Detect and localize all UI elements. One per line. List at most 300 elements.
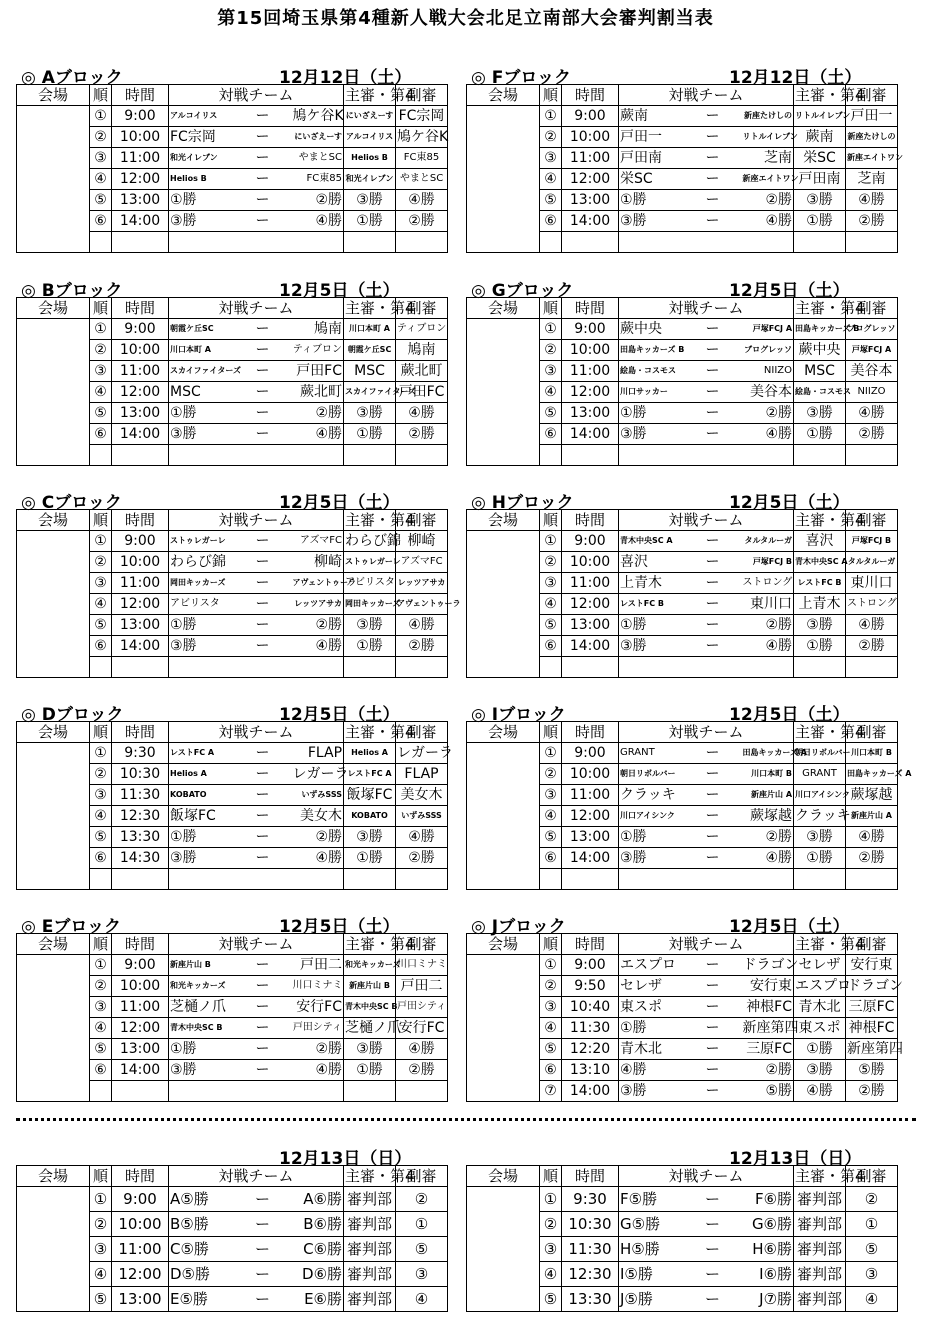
venue-cell [17, 764, 90, 785]
away-team: 川口本町 B [742, 764, 794, 785]
away-team: いずみSSS [292, 785, 344, 806]
time-cell: 14:00 [112, 424, 169, 445]
away-team: ④勝 [292, 424, 344, 445]
vs-dash [234, 657, 292, 678]
assistant-cell: 鳩ケ谷K [396, 127, 448, 148]
venue-cell [467, 169, 540, 190]
time-cell: 12:00 [112, 382, 169, 403]
home-team: エスプロ [619, 955, 684, 976]
vs-dash: ー [684, 1060, 742, 1081]
assistant-cell: 安行FC [396, 1018, 448, 1039]
home-team: ③勝 [169, 211, 234, 232]
vs-dash: ー [684, 1187, 742, 1212]
away-team: 新座たけしの [742, 106, 794, 127]
time-cell: 14:30 [112, 848, 169, 869]
venue-cell [17, 1262, 90, 1287]
vs-dash: ー [684, 169, 742, 190]
header-venue: 会場 [467, 934, 540, 955]
vs-dash: ー [684, 615, 742, 636]
away-team: 戸田FC [292, 361, 344, 382]
venue-cell [467, 573, 540, 594]
home-team: MSC [169, 382, 234, 403]
match-row [467, 594, 898, 615]
vs-dash: ー [684, 1212, 742, 1237]
vs-dash: ー [684, 955, 742, 976]
vs-dash: ー [684, 148, 742, 169]
assistant-cell: アヴェントゥーラ [396, 594, 448, 615]
header-time: 時間 [112, 298, 169, 319]
home-team: ①勝 [169, 827, 234, 848]
match-row [467, 848, 898, 869]
referee-cell: MSC [794, 361, 846, 382]
referee-cell: 審判部 [344, 1187, 396, 1212]
away-team: 安行FC [292, 997, 344, 1018]
referee-cell: ③勝 [794, 827, 846, 848]
venue-cell [17, 340, 90, 361]
order-cell: ③ [90, 997, 112, 1018]
referee-cell: ①勝 [794, 636, 846, 657]
time-cell: 13:00 [112, 1287, 169, 1312]
match-row [17, 190, 448, 211]
time-cell: 12:00 [562, 169, 619, 190]
vs-dash: ー [234, 848, 292, 869]
order-cell: ⑤ [540, 1039, 562, 1060]
vs-dash: ー [684, 1237, 742, 1262]
venue-cell [17, 976, 90, 997]
header-time: 時間 [562, 298, 619, 319]
venue-cell [467, 127, 540, 148]
match-row [17, 1287, 448, 1312]
venue-cell [467, 1060, 540, 1081]
match-row [467, 1187, 898, 1212]
header-match: 対戦チーム [619, 510, 794, 531]
time-cell: 14:00 [562, 848, 619, 869]
venue-cell [17, 1237, 90, 1262]
assistant-cell: ② [396, 1187, 448, 1212]
away-team: ②勝 [292, 1039, 344, 1060]
vs-dash: ー [684, 848, 742, 869]
away-team: ドラゴン [742, 955, 794, 976]
vs-dash: ー [234, 361, 292, 382]
away-team: リトルイレブン [742, 127, 794, 148]
header-time: 時間 [562, 85, 619, 106]
home-team: セレザ [619, 976, 684, 997]
away-team [742, 869, 794, 890]
venue-cell [467, 1039, 540, 1060]
order-cell: ② [540, 552, 562, 573]
venue-cell [17, 403, 90, 424]
block-a [16, 62, 468, 253]
referee-cell: KOBATO [344, 806, 396, 827]
assistant-cell: 東川口 [846, 573, 898, 594]
match-row [17, 1187, 448, 1212]
venue-cell [17, 1287, 90, 1312]
time-cell [562, 657, 619, 678]
order-cell: ⑤ [540, 1287, 562, 1312]
assistant-cell: 田島キッカーズ A [846, 764, 898, 785]
vs-dash: ー [684, 785, 742, 806]
home-team: ③勝 [169, 636, 234, 657]
time-cell: 13:00 [562, 403, 619, 424]
block-date: 12月5日（土） [729, 705, 850, 725]
header-assistant: 副審 [396, 85, 448, 106]
schedule-table [16, 297, 448, 466]
assistant-cell: ③ [846, 1262, 898, 1287]
header-time: 時間 [562, 722, 619, 743]
venue-cell [467, 1212, 540, 1237]
referee-cell: 青木中央SC B [344, 997, 396, 1018]
assistant-cell: ④勝 [396, 190, 448, 211]
header-match: 対戦チーム [619, 85, 794, 106]
away-team: レッツアサカ [292, 594, 344, 615]
away-team: ④勝 [292, 636, 344, 657]
home-team: F⑤勝 [619, 1187, 684, 1212]
vs-dash: ー [234, 148, 292, 169]
match-row [17, 869, 448, 890]
match-row [17, 382, 448, 403]
vs-dash: ー [684, 211, 742, 232]
away-team: やまとSC [292, 148, 344, 169]
match-row [467, 827, 898, 848]
referee-cell [344, 657, 396, 678]
assistant-cell: ① [396, 1212, 448, 1237]
assistant-cell: 新座たけしの [846, 127, 898, 148]
away-team: C⑥勝 [292, 1237, 344, 1262]
vs-dash: ー [234, 764, 292, 785]
header-assistant: 副審 [396, 934, 448, 955]
venue-cell [17, 1081, 90, 1102]
time-cell [112, 445, 169, 466]
home-team: ①勝 [619, 827, 684, 848]
order-cell: ⑤ [90, 190, 112, 211]
assistant-cell: 三原FC [846, 997, 898, 1018]
away-team: 三原FC [742, 1039, 794, 1060]
assistant-cell: FLAP [396, 764, 448, 785]
order-cell: ① [90, 319, 112, 340]
order-cell: ② [90, 1212, 112, 1237]
match-row [467, 169, 898, 190]
time-cell: 14:00 [112, 636, 169, 657]
time-cell: 13:00 [562, 615, 619, 636]
venue-cell [17, 361, 90, 382]
time-cell [112, 869, 169, 890]
venue-cell [17, 445, 90, 466]
referee-cell: 川口本町 A [344, 319, 396, 340]
away-team: ④勝 [742, 211, 794, 232]
home-team: ①勝 [619, 403, 684, 424]
referee-cell: レストFC B [794, 573, 846, 594]
home-team: 蕨南 [619, 106, 684, 127]
block-name: ◎ Aブロック [21, 68, 123, 88]
venue-cell [17, 552, 90, 573]
away-team: にいざえーす [292, 127, 344, 148]
home-team: ①勝 [169, 615, 234, 636]
venue-cell [467, 997, 540, 1018]
time-cell: 11:00 [112, 361, 169, 382]
vs-dash: ー [234, 636, 292, 657]
final-block-1 [16, 1143, 468, 1312]
match-row [17, 764, 448, 785]
home-team: 田島キッカーズ B [619, 340, 684, 361]
venue-cell [467, 785, 540, 806]
block-f [466, 62, 918, 253]
order-cell: ③ [90, 785, 112, 806]
block-date: 12月5日（土） [729, 917, 850, 937]
venue-cell [17, 106, 90, 127]
home-team: 青木中央SC A [619, 531, 684, 552]
away-team: 戸塚FCJ A [742, 319, 794, 340]
order-cell: ① [90, 106, 112, 127]
away-team: ④勝 [742, 636, 794, 657]
header-referee: 主審・第4 [345, 723, 415, 741]
order-cell: ④ [540, 1018, 562, 1039]
match-row [17, 340, 448, 361]
vs-dash: ー [234, 1018, 292, 1039]
header-referee: 主審・第4 [795, 1167, 865, 1185]
order-cell: ⑤ [540, 615, 562, 636]
venue-cell [467, 1287, 540, 1312]
match-row [17, 552, 448, 573]
order-cell: ④ [90, 1262, 112, 1287]
vs-dash: ー [684, 531, 742, 552]
assistant-cell: 戸田FC [396, 382, 448, 403]
assistant-cell [846, 657, 898, 678]
away-team: タルタルーガ [742, 531, 794, 552]
header-order: 順 [90, 1166, 112, 1187]
vs-dash: ー [684, 1039, 742, 1060]
match-row [17, 445, 448, 466]
assistant-cell: タルタルーガ [846, 552, 898, 573]
time-cell: 9:50 [562, 976, 619, 997]
assistant-cell [396, 657, 448, 678]
home-team: クラッキ [619, 785, 684, 806]
time-cell: 10:00 [562, 552, 619, 573]
time-cell: 12:00 [112, 1018, 169, 1039]
assistant-cell: ④勝 [846, 190, 898, 211]
header-venue: 会場 [17, 934, 90, 955]
time-cell: 11:00 [562, 361, 619, 382]
time-cell: 11:00 [112, 148, 169, 169]
block-name: ◎ Jブロック [471, 917, 566, 937]
referee-cell: アビリスタ [344, 573, 396, 594]
vs-dash: ー [234, 1212, 292, 1237]
assistant-cell: ②勝 [846, 211, 898, 232]
assistant-cell: ⑤勝 [846, 1060, 898, 1081]
vs-dash: ー [234, 319, 292, 340]
header-time: 時間 [562, 510, 619, 531]
assistant-cell: ②勝 [846, 1081, 898, 1102]
home-team [169, 657, 234, 678]
match-row [467, 127, 898, 148]
referee-cell: ④勝 [794, 1081, 846, 1102]
venue-cell [17, 573, 90, 594]
header-venue: 会場 [17, 85, 90, 106]
order-cell: ④ [540, 594, 562, 615]
referee-cell: ストゥレガーレ [344, 552, 396, 573]
venue-cell [467, 1081, 540, 1102]
vs-dash: ー [234, 997, 292, 1018]
home-team: ①勝 [619, 1018, 684, 1039]
order-cell [540, 445, 562, 466]
vs-dash [234, 869, 292, 890]
away-team: 新座第四 [742, 1018, 794, 1039]
block-date: 12月12日（土） [729, 68, 862, 88]
venue-cell [467, 806, 540, 827]
header-time: 時間 [562, 934, 619, 955]
order-cell: ④ [90, 382, 112, 403]
header-order: 順 [540, 85, 562, 106]
away-team: 神根FC [742, 997, 794, 1018]
assistant-cell: ティブロン [396, 319, 448, 340]
order-cell: ④ [540, 806, 562, 827]
match-row [467, 382, 898, 403]
match-row [17, 403, 448, 424]
vs-dash: ー [234, 190, 292, 211]
header-order: 順 [90, 510, 112, 531]
order-cell: ④ [90, 169, 112, 190]
match-row [17, 319, 448, 340]
venue-cell [467, 827, 540, 848]
venue-cell [467, 361, 540, 382]
block-date: 12月5日（土） [729, 281, 850, 301]
match-row [467, 1081, 898, 1102]
away-team [742, 657, 794, 678]
home-team: ①勝 [619, 615, 684, 636]
venue-cell [17, 1039, 90, 1060]
away-team: 柳崎 [292, 552, 344, 573]
time-cell: 11:00 [562, 573, 619, 594]
assistant-cell: レガーラ [396, 743, 448, 764]
home-team: 川口本町 A [169, 340, 234, 361]
home-team: アルコイリス [169, 106, 234, 127]
vs-dash: ー [234, 403, 292, 424]
referee-cell: 審判部 [794, 1187, 846, 1212]
header-venue: 会場 [467, 298, 540, 319]
referee-cell: ③勝 [344, 190, 396, 211]
order-cell: ② [540, 340, 562, 361]
order-cell: ① [90, 955, 112, 976]
order-cell: ⑥ [540, 424, 562, 445]
schedule-table [466, 933, 904, 1102]
assistant-cell: ②勝 [396, 636, 448, 657]
order-cell: ② [90, 976, 112, 997]
time-cell: 11:00 [112, 997, 169, 1018]
away-team: 戸田二 [292, 955, 344, 976]
home-team: ③勝 [169, 424, 234, 445]
time-cell: 11:30 [562, 1237, 619, 1262]
order-cell: ⑤ [540, 827, 562, 848]
match-row [467, 361, 898, 382]
final-block-2 [466, 1143, 918, 1312]
header-time: 時間 [112, 510, 169, 531]
away-team: ④勝 [742, 848, 794, 869]
assistant-cell: ③ [396, 1262, 448, 1287]
referee-cell: にいざえーす [344, 106, 396, 127]
header-venue: 会場 [467, 722, 540, 743]
referee-cell [794, 232, 846, 253]
time-cell [112, 1081, 169, 1102]
away-team: アズマFC [292, 531, 344, 552]
away-team: ②勝 [742, 190, 794, 211]
header-match: 対戦チーム [619, 934, 794, 955]
match-row [17, 1039, 448, 1060]
venue-cell [17, 848, 90, 869]
order-cell: ④ [90, 806, 112, 827]
assistant-cell: FC宗岡 [396, 106, 448, 127]
venue-cell [467, 615, 540, 636]
away-team: 蕨北町 [292, 382, 344, 403]
assistant-cell: ②勝 [396, 848, 448, 869]
order-cell [90, 657, 112, 678]
time-cell: 12:20 [562, 1039, 619, 1060]
time-cell: 9:00 [562, 106, 619, 127]
home-team: 東スポ [619, 997, 684, 1018]
time-cell: 10:40 [562, 997, 619, 1018]
assistant-cell: 鳩南 [396, 340, 448, 361]
home-team: ③勝 [169, 1060, 234, 1081]
schedule-table [466, 84, 904, 253]
referee-cell: レストFC A [344, 764, 396, 785]
order-cell [90, 232, 112, 253]
time-cell: 9:00 [112, 106, 169, 127]
referee-cell: 青木北 [794, 997, 846, 1018]
header-assistant: 副審 [846, 298, 898, 319]
schedule-table [466, 509, 898, 678]
venue-cell [17, 997, 90, 1018]
header-time: 時間 [112, 1166, 169, 1187]
assistant-cell [396, 445, 448, 466]
vs-dash: ー [684, 636, 742, 657]
referee-cell: 蕨中央 [794, 340, 846, 361]
home-team: G⑤勝 [619, 1212, 684, 1237]
referee-cell: MSC [344, 361, 396, 382]
header-assistant: 副審 [846, 1166, 898, 1187]
match-row [467, 424, 898, 445]
block-name: ◎ Eブロック [21, 917, 122, 937]
block-g [466, 275, 918, 466]
assistant-cell: ④勝 [396, 615, 448, 636]
away-team: ②勝 [742, 1060, 794, 1081]
home-team: ③勝 [619, 424, 684, 445]
home-team: FC宗岡 [169, 127, 234, 148]
order-cell: ⑤ [540, 190, 562, 211]
away-team: ②勝 [292, 827, 344, 848]
match-row [467, 743, 898, 764]
home-team: 朝霞ケ丘SC [169, 319, 234, 340]
away-team: FC東85 [292, 169, 344, 190]
match-row [467, 148, 898, 169]
vs-dash: ー [684, 403, 742, 424]
away-team: アヴェントゥーラ [292, 573, 344, 594]
assistant-cell: ④勝 [396, 403, 448, 424]
header-assistant: 副審 [396, 510, 448, 531]
vs-dash: ー [234, 1039, 292, 1060]
header-match: 対戦チーム [169, 934, 344, 955]
referee-cell: ③勝 [344, 827, 396, 848]
vs-dash: ー [234, 806, 292, 827]
home-team: 川口アイシンク [619, 806, 684, 827]
assistant-cell: やまとSC [396, 169, 448, 190]
match-row [467, 764, 898, 785]
order-cell: ⑤ [90, 615, 112, 636]
time-cell: 9:00 [112, 319, 169, 340]
home-team [619, 232, 684, 253]
assistant-cell [396, 1081, 448, 1102]
referee-cell: 上青木 [794, 594, 846, 615]
away-team: 鳩ケ谷K [292, 106, 344, 127]
assistant-cell: ④勝 [846, 403, 898, 424]
away-team: 新座エイトワン [742, 169, 794, 190]
